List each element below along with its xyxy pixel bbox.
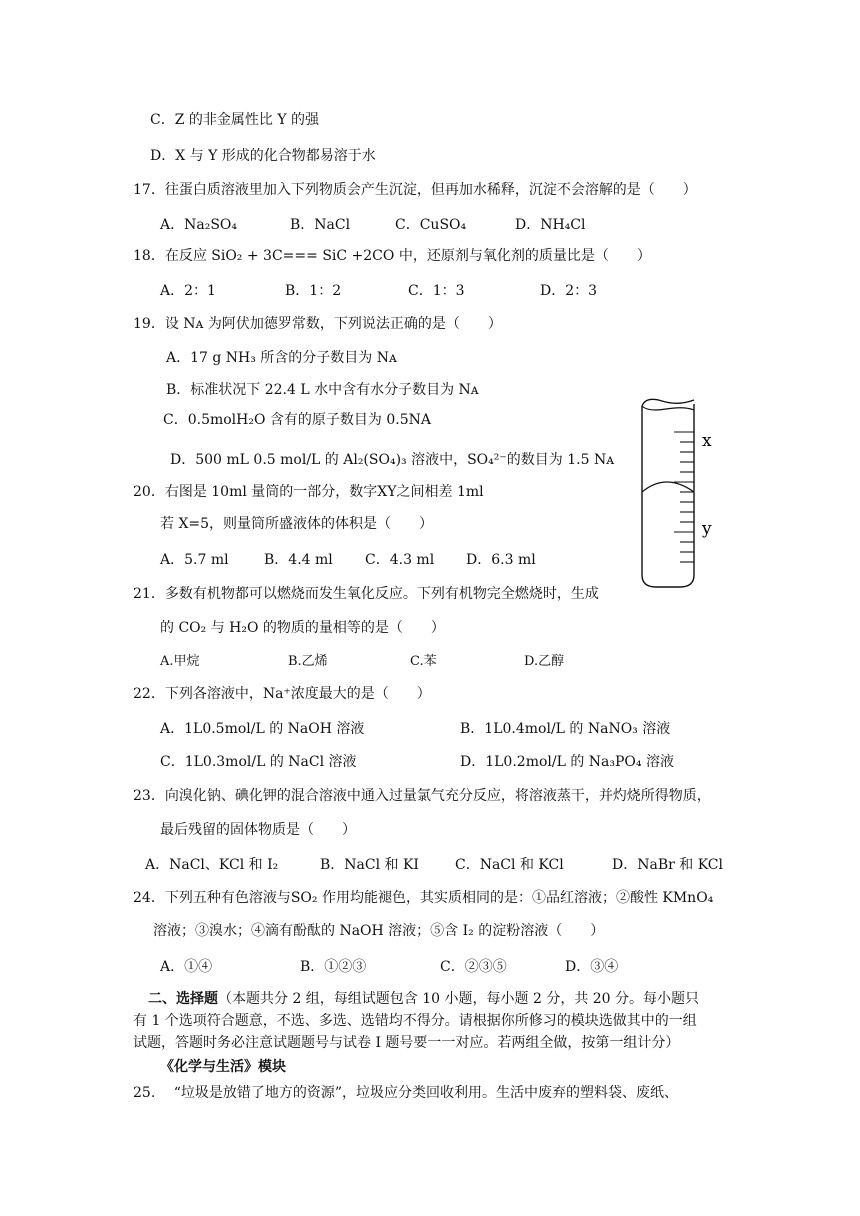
q22-option-b: B．1L0.4mol/L 的 NaNO₃ 溶液 (460, 721, 671, 737)
cylinder-rim-inner (642, 406, 694, 410)
q19-option-c: C．0.5molH₂O 含有的原子数目为 0.5NA (163, 412, 431, 428)
scale-ticks (674, 432, 694, 562)
label-x: x (702, 431, 712, 451)
q20-option-d: D．6.3 ml (466, 552, 536, 568)
q20-stem: 20．右图是 10ml 量筒的一部分，数字XY之间相差 1ml (133, 484, 484, 500)
q19-option-b: B．标准状况下 22.4 L 水中含有水分子数目为 Nᴀ (166, 382, 479, 398)
q24-option-d: D．③④ (565, 959, 619, 975)
q18-option-d: D．2：3 (540, 283, 598, 299)
q20-option-c: C．4.3 ml (365, 552, 435, 568)
q19-stem: 19．设 Nᴀ 为阿伏加德罗常数，下列说法正确的是（ ） (133, 316, 502, 332)
q17-option-c: C．CuSO₄ (395, 217, 467, 233)
q24-option-c: C．②③⑤ (440, 959, 507, 975)
q23-option-c: C．NaCl 和 KCl (455, 857, 564, 873)
q18-stem: 18．在反应 SiO₂ + 3C=== SiC +2CO 中，还原剂与氧化剂的质量比是（ ） (133, 248, 651, 264)
q23-line2: 最后残留的固体物质是（ ） (160, 822, 356, 838)
q21-option-d: D.乙醇 (524, 654, 565, 669)
label-y: y (702, 519, 712, 539)
q21-line2: 的 CO₂ 与 H₂O 的物质的量相等的是（ ） (160, 620, 445, 636)
section2-heading: 二、选择题 (148, 991, 218, 1007)
q25-stem: 25. “垃圾是放错了地方的资源”，垃圾应分类回收利用。生活中废弃的塑料袋、废纸、 (133, 1085, 679, 1101)
cylinder-bottom (642, 575, 694, 587)
q23-stem: 23．向溴化钠、碘化钾的混合溶液中通入过量氯气充分反应，将溶液蒸干，并灼烧所得物质， (133, 788, 711, 804)
q21-option-a: A.甲烷 (160, 654, 200, 669)
q19-option-d: D．500 mL 0.5 mol/L 的 Al₂(SO₄)₃ 溶液中，SO₄²⁻的数目为 1.5 Nᴀ (170, 452, 615, 468)
q22-option-d: D．1L0.2mol/L 的 Na₃PO₄ 溶液 (460, 754, 674, 770)
q24-stem: 24．下列五种有色溶液与SO₂ 作用均能褪色，其实质相同的是：①品红溶液；②酸性 KMnO₄ (133, 890, 714, 906)
q18-option-c: C．1：3 (408, 283, 465, 299)
q20-line2: 若 X=5，则量筒所盛液体的体积是（ ） (160, 516, 434, 532)
q17-option-b: B．NaCl (290, 217, 351, 233)
q21-stem: 21．多数有机物都可以燃烧而发生氧化反应。下列有机物完全燃烧时，生成 (133, 586, 599, 602)
q23-option-a: A．NaCl、KCl 和 I₂ (145, 857, 279, 873)
q16-option-d: D．X 与 Y 形成的化合物都易溶于水 (150, 148, 376, 164)
q16-option-c: C．Z 的非金属性比 Y 的强 (150, 112, 320, 128)
q20-option-b: B．4.4 ml (264, 552, 333, 568)
q17-stem: 17．往蛋白质溶液里加入下列物质会产生沉淀，但再加水稀释，沉淀不会溶解的是（ ） (133, 182, 697, 198)
q22-stem: 22．下列各溶液中，Na⁺浓度最大的是（ ） (133, 686, 431, 702)
liquid-meniscus (642, 482, 694, 492)
section2-first-line (148, 989, 699, 1009)
q21-option-b: B.乙烯 (288, 654, 328, 669)
section2-line2: 有 1 个选项符合题意，不选、多选、选错均不得分。请根据你所修习的模块选做其中的一组 (133, 1013, 697, 1029)
q17-option-a: A．Na₂SO₄ (160, 217, 237, 233)
section2-line3: 试题，答题时务必注意试题题号与试卷 I 题号要一一对应。若两组全做，按第一组计分） (133, 1035, 680, 1051)
q21-option-c: C.苯 (410, 654, 437, 669)
q18-option-a: A．2：1 (160, 283, 216, 299)
q19-option-a: A．17 g NH₃ 所含的分子数目为 Nᴀ (166, 350, 397, 366)
module-title: 《化学与生活》模块 (160, 1059, 286, 1075)
q22-option-a: A．1L0.5mol/L 的 NaOH 溶液 (160, 721, 365, 737)
graduated-cylinder-figure (636, 392, 726, 592)
q23-option-d: D．NaBr 和 KCl (612, 857, 723, 873)
q20-option-a: A．5.7 ml (160, 552, 229, 568)
q24-option-a: A．①④ (160, 959, 213, 975)
q17-option-d: D．NH₄Cl (515, 217, 586, 233)
q18-option-b: B．1：2 (285, 283, 342, 299)
section2-line1: （本题共分 2 组，每组试题包含 10 小题，每小题 2 分，共 20 分。每小题只 (218, 991, 700, 1007)
cylinder-rim (642, 399, 694, 406)
q22-option-c: C．1L0.3mol/L 的 NaCl 溶液 (160, 754, 357, 770)
q24-option-b: B．①②③ (300, 959, 367, 975)
q24-line2: 溶液；③溴水；④滴有酚酞的 NaOH 溶液；⑤含 I₂ 的淀粉溶液（ ） (153, 923, 605, 939)
q23-option-b: B．NaCl 和 KI (320, 857, 419, 873)
